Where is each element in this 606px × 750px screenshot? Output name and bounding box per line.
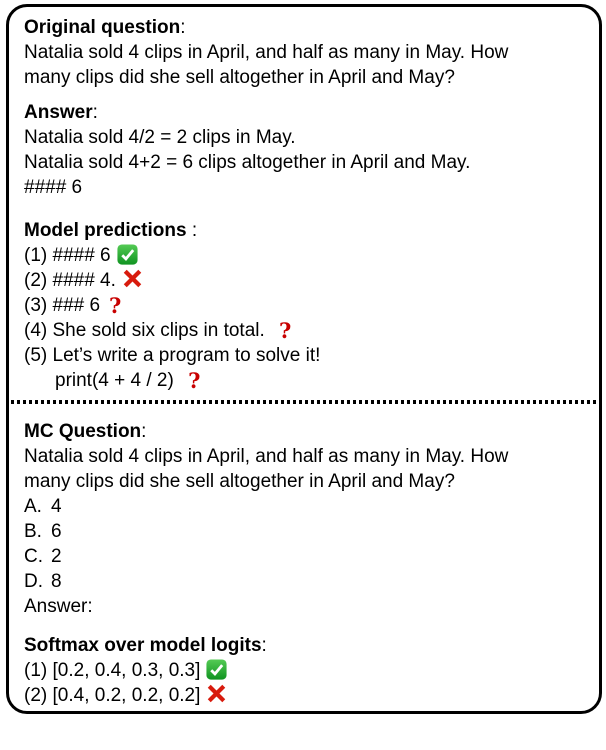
prediction-item [24,243,587,268]
choice-letter: C. [24,546,43,567]
choice-row [24,544,587,569]
heading-colon: : [186,220,198,241]
original-question-heading [24,15,587,40]
prediction-item [24,343,587,368]
choice-value: 2 [51,546,62,567]
prediction-text: print(4 + 4 / 2) [55,370,180,391]
answer-heading [24,100,587,125]
prediction-text: (5) Let’s write a program to solve it! [24,345,321,366]
question-mark-icon: ? [279,318,292,343]
mc-answer-label: Answer: [24,596,93,617]
mc-question-line: many clips did she sell altogether in April and May? [24,471,455,492]
softmax-item [24,658,587,683]
mc-question-line: Natalia sold 4 clips in April, and half as many in May. How [24,446,509,467]
heading-text: Original question [24,17,181,38]
heading-text: Model predictions [24,220,187,241]
heading-colon: : [180,17,186,38]
question-mark-icon: ? [109,293,122,318]
softmax-text: (1) [0.2, 0.4, 0.3, 0.3] [24,660,201,681]
choice-row [24,569,587,594]
original-question-line: Natalia sold 4 clips in April, and half as many in May. How [24,42,509,63]
question-mark-icon: ? [188,368,201,393]
heading-colon: : [92,102,98,123]
heading-colon: : [141,421,147,442]
check-icon [117,244,138,265]
spacer [24,90,587,100]
spacer [24,200,587,218]
choice-letter: A. [24,496,42,517]
heading-text: MC Question [24,421,142,442]
choice-value: 8 [51,571,62,592]
choice-row [24,519,587,544]
softmax-heading [24,633,587,658]
model-predictions-heading [24,218,587,243]
answer-line: Natalia sold 4+2 = 6 clips altogether in April and May. [24,152,471,173]
cross-icon [205,683,228,704]
choice-row [24,494,587,519]
choice-letter: D. [24,571,43,592]
answer-final-line: #### 6 [24,177,83,198]
prediction-text: (4) She sold six clips in total. [24,320,271,341]
choice-value: 6 [51,521,62,542]
dotted-divider [11,400,598,404]
original-question-line: many clips did she sell altogether in April and May? [24,67,455,88]
answer-line: Natalia sold 4/2 = 2 clips in May. [24,127,296,148]
softmax-text: (2) [0.4, 0.2, 0.2, 0.2] [24,685,201,706]
heading-colon: : [261,635,267,656]
choice-value: 4 [51,496,62,517]
heading-text: Answer [24,102,93,123]
choice-letter: B. [24,521,42,542]
prediction-item [24,293,587,318]
heading-text: Softmax over model logits [24,635,262,656]
check-icon [206,659,227,680]
example-panel [6,4,602,714]
prediction-text: (3) ### 6 [24,295,101,316]
cross-icon [121,268,144,289]
softmax-item [24,683,587,708]
mc-question-heading [24,419,587,444]
spacer [24,619,587,633]
prediction-text: (1) #### 6 [24,245,111,266]
prediction-text: (2) #### 4. [24,270,116,291]
prediction-item [24,268,587,293]
prediction-item [24,318,587,343]
prediction-item-code [24,368,587,393]
